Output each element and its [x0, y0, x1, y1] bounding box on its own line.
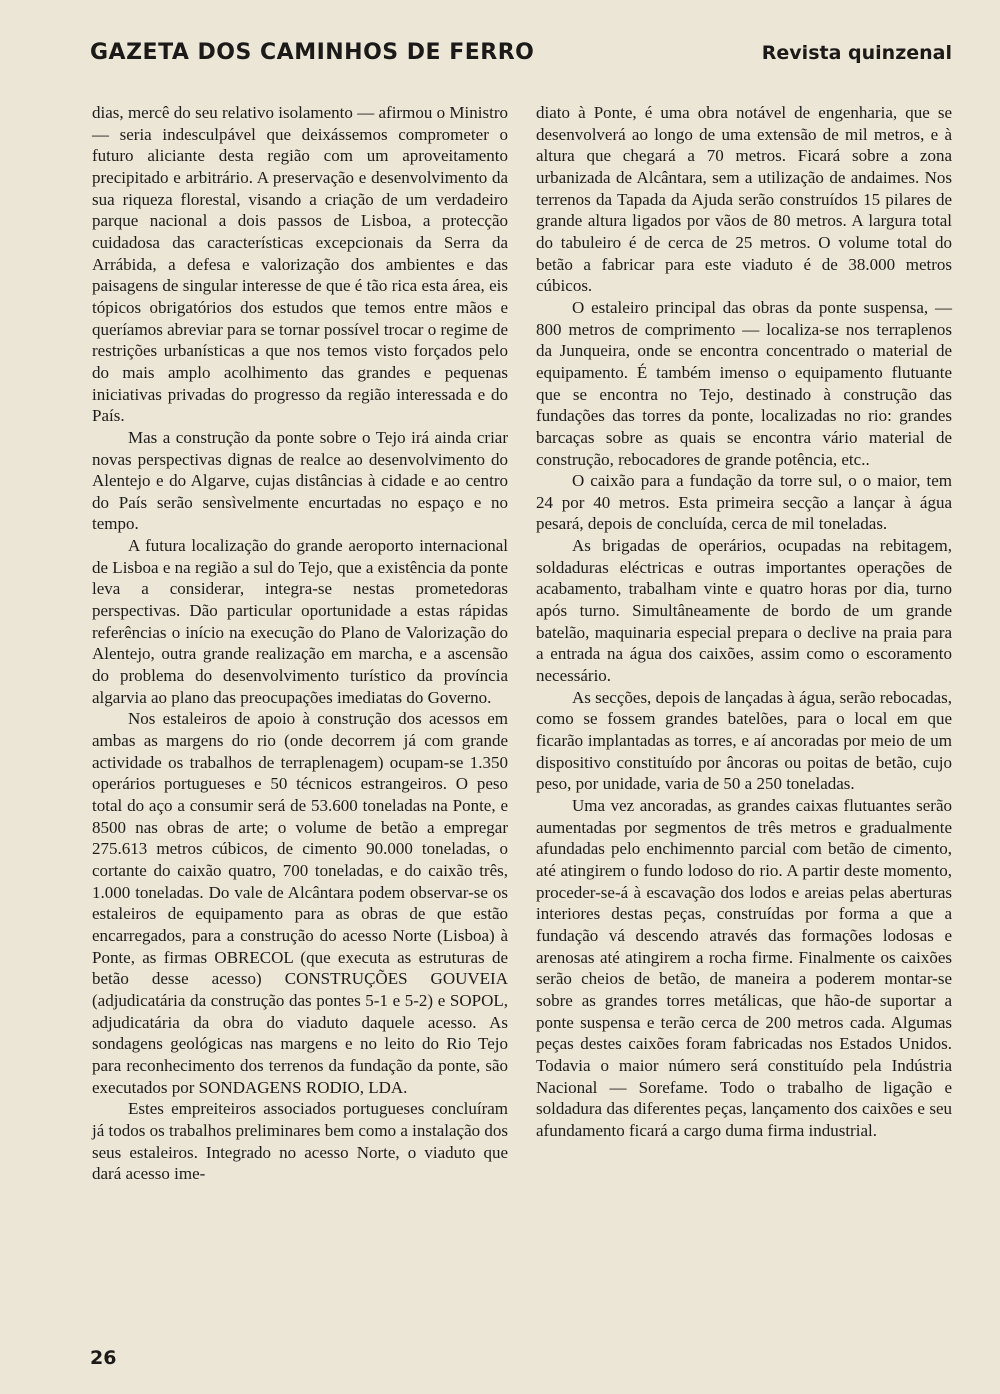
right-column — [536, 102, 952, 1142]
page-header — [90, 40, 952, 76]
magazine-subtitle: Revista quinzenal — [761, 42, 952, 64]
paragraph: As brigadas de operários, ocupadas na rebitagem, soldaduras eléctricas e outras importantes operações de acabamento, trabalham vinte e quatro horas por dia, turno após turno. Simultâneamente de bordo de um grande batelão, maquinaria especial prepara o declive na praia para a entrada na água dos caixões, assim como o escoramento necessário. — [536, 536, 952, 686]
paragraph: Uma vez ancoradas, as grandes caixas flutuantes serão aumentadas por segmentos de três metros e gradualmente afundadas pelo enchimennto parcial com betão de cimento, até atingirem o fundo lodoso do rio. A partir deste momento, proceder-se-á à escavação dos lodos e areias pelas aberturas interiores destas peças, construídas por forma a que a fundação vá descendo através das formações lodosas e arenosas até atingirem a rocha firme. Finalmente os caixões serão cheios de betão, de maneira a poderem montar-se sobre as grandes torres metálicas, que hão-de suportar a ponte suspensa e terão cerca de 200 metros cada. Algumas peças destes caixões foram fabricadas nos Estados Unidos. Todavia o maior número será constituído pela Indústria Nacional — Sorefame. Todo o trabalho de ligação e soldadura das diferentes peças, lançamento dos caixões e seu afundamento ficará a cargo duma firma industrial. — [536, 796, 952, 1140]
paragraph: O caixão para a fundação da torre sul, o o maior, tem 24 por 40 metros. Esta primeira secção a lançar à água pesará, depois de concluída, cerca de mil toneladas. — [536, 471, 952, 534]
paragraph: As secções, depois de lançadas à água, serão rebocadas, como se fossem grandes batelões, para o local em que ficarão implantadas as torres, e aí ancoradas por meio de um dispositivo constituído por âncoras ou poitas de betão, cujo peso, por unidade, varia de 50 a 250 toneladas. — [536, 687, 952, 794]
paragraph: Nos estaleiros de apoio à construção dos acessos em ambas as margens do rio (onde decorrem já com grande actividade os trabalhos de terraplenagem) ocupam-se 1.350 operários portugueses e 50 técnicos estrangeiros. O peso total do aço a consumir será de 53.600 toneladas na Ponte, e 8500 nas obras de arte; o volume de betão a empregar 275.613 metros cúbicos, de cimento 90.000 toneladas, o cortante do caixão quatro, 700 toneladas, e do caixão três, 1.000 toneladas. Do vale de Alcântara podem observar-se os estaleiros de equipamento para as obras de que estão encarregados, para a construção do acesso Norte (Lisboa) à Ponte, as firmas OBRECOL (que executa as estruturas de betão desse acesso) CONSTRUÇÕES GOUVEIA (adjudicatária da construção das pontes 5-1 e 5-2) e SOPOL, adjudicatária da obra do viaduto daquele acesso. As sondagens geológicas nas margens e no leito do Rio Tejo para reconhecimento dos terrenos da fundação da ponte, são executados por SONDAGENS RODIO, LDA. — [92, 709, 508, 1097]
paragraph: Estes empreiteiros associados portugueses concluíram já todos os trabalhos preliminares bem como a instalação dos seus estaleiros. Integrado no acesso Norte, o viaduto que dará acesso ime- — [92, 1099, 508, 1184]
page-number: 26 — [90, 1347, 117, 1369]
paragraph: dias, mercê do seu relativo isolamento — afirmou o Ministro — seria indesculpável que deixássemos comprometer o futuro aliciante desta região com um aproveitamento precipitado e arbitrário. A preservação e desenvolvimento da sua riqueza florestal, visando a criação de um verdadeiro parque nacional a dois passos de Lisboa, a protecção cuidadosa das características excepcionais da Serra da Arrábida, a defesa e valorização dos ambientes e das paisagens de singular interesse de que é tão rica esta área, eis tópicos obrigatórios dos estudos que temos entre mãos e queríamos abreviar para se tornar possível trocar o regime de restrições urbanísticas a que nos temos visto forçados pelo do mais amplo acolhimento das grandes e pequenas iniciativas privadas do progresso da região interessada e do País. — [92, 103, 508, 426]
magazine-title: GAZETA DOS CAMINHOS DE FERRO — [90, 40, 535, 65]
left-column — [92, 102, 508, 1185]
paragraph: O estaleiro principal das obras da ponte suspensa, — 800 metros de comprimento — localiza-se nos terraplenos da Junqueira, onde se encontra concentrado o material de equipamento. É também imenso o equipamento flutuante que se encontra no Tejo, destinado à construção das fundações das torres da ponte, localizadas no rio: grandes barcaças sobre as quais se encontra vário material de construção, rebocadores de grande potência, etc.. — [536, 297, 952, 469]
paragraph: A futura localização do grande aeroporto internacional de Lisboa e na região a sul do Tejo, que a existência da ponte leva a considerar, integra-se nestas prometedoras perspectivas. Dão particular oportunidade a estas rápidas referências o início na execução do Plano de Valorização do Alentejo, outra grande realização em marcha, e a ascensão do problema do desenvolvimento turístico da província algarvia ao plano das preocupações imediatas do Governo. — [92, 536, 508, 707]
paragraph: diato à Ponte, é uma obra notável de engenharia, que se desenvolverá ao longo de uma extensão de mil metros, e à altura que chegará a 70 metros. Ficará sobre a zona urbanizada de Alcântara, sem a utilização de andaimes. Nos terrenos da Tapada da Ajuda serão construídos 15 pilares de grande altura ligados por vãos de 80 metros. A largura total do tabuleiro é de cerca de 25 metros. O volume total do betão a fabricar para este viaduto é de 38.000 metros cúbicos. — [536, 103, 952, 296]
paragraph: Mas a construção da ponte sobre o Tejo irá ainda criar novas perspectivas dignas de realce ao desenvolvimento do Alentejo e do Algarve, cujas distâncias à cidade e ao centro do País serão sensìvelmente encurtadas no espaço e no tempo. — [92, 427, 508, 534]
